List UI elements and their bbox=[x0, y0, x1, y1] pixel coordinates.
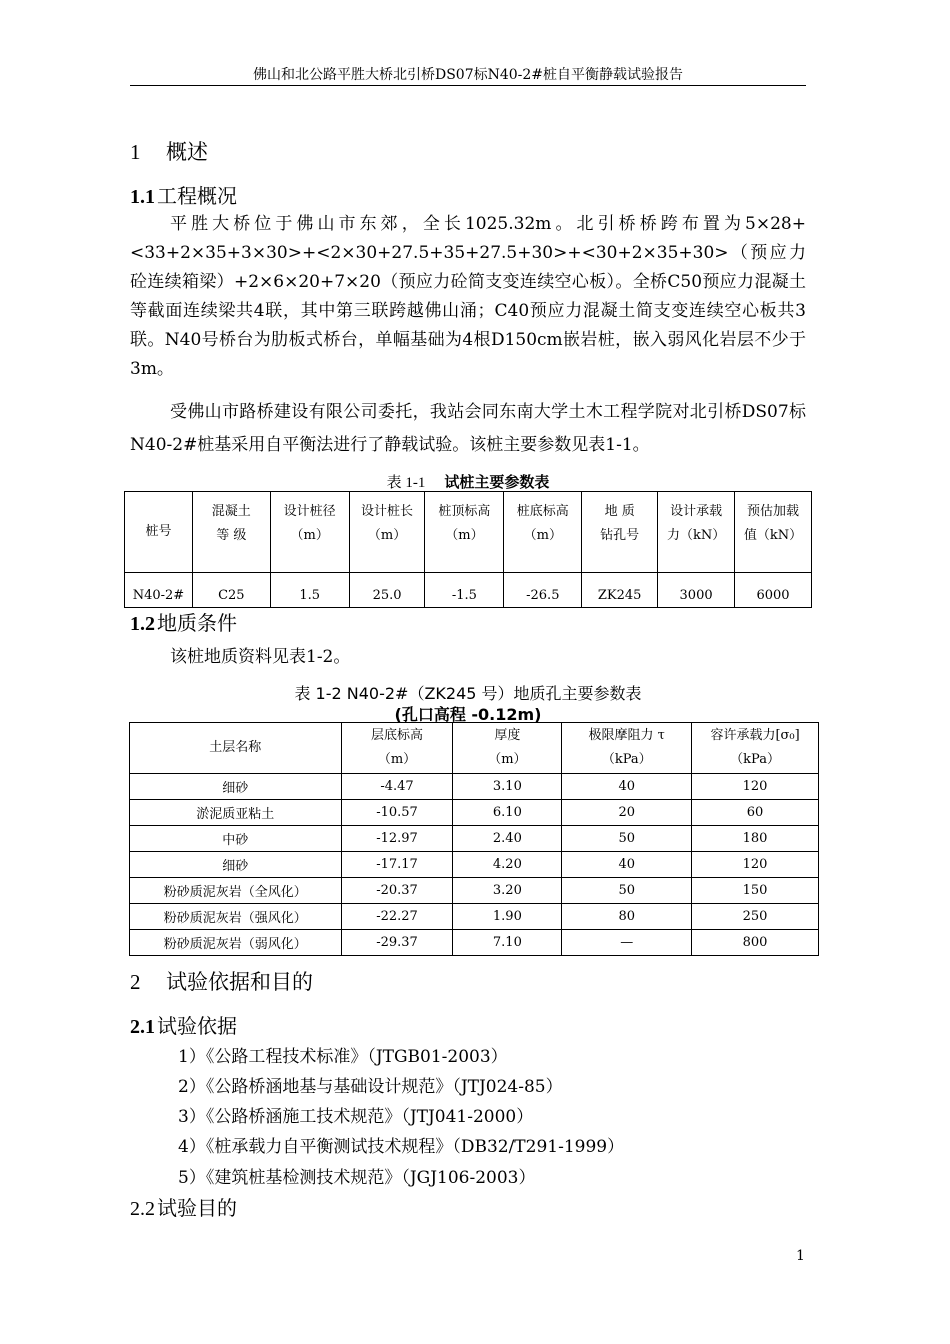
table-row bbox=[130, 878, 819, 904]
table-1-1-caption bbox=[130, 471, 806, 492]
table-cell: 20 bbox=[562, 800, 692, 826]
section-2-1-title: 试验依据 bbox=[157, 1014, 237, 1038]
header-rule bbox=[130, 85, 806, 86]
cell-borehole: ZK245 bbox=[582, 573, 658, 608]
reference-item: 1）《公路工程技术标准》（JTGB01-2003） bbox=[178, 1047, 508, 1067]
table-cell: 粉砂质泥灰岩（弱风化） bbox=[130, 930, 342, 956]
cell-design-capacity: 3000 bbox=[658, 573, 735, 608]
header-text: 钻孔号 bbox=[600, 528, 640, 543]
table-1-1-number: 表 1-1 bbox=[386, 475, 426, 491]
header-text: 预估加载 bbox=[747, 504, 800, 519]
section-1-number: 1 bbox=[130, 140, 141, 164]
reference-item: 5）《建筑桩基检测技术规范》（JGJ106-2003） bbox=[178, 1168, 536, 1188]
table-cell: 2.40 bbox=[453, 826, 562, 852]
table-cell: 50 bbox=[562, 878, 692, 904]
table-row bbox=[130, 852, 819, 878]
table-cell: 细砂 bbox=[130, 774, 342, 800]
header-cell bbox=[562, 723, 692, 774]
header-text: 设计桩径 bbox=[283, 504, 336, 519]
header-text: 混凝土 bbox=[211, 504, 251, 519]
header-text: （m） bbox=[523, 528, 562, 543]
table-2-header-row bbox=[130, 723, 819, 774]
section-2-title: 试验依据和目的 bbox=[166, 970, 313, 994]
section-1-2-number: 1.2 bbox=[130, 613, 155, 635]
header-text: 厚度 bbox=[494, 728, 521, 743]
header-cell bbox=[192, 492, 270, 573]
table-cell: 60 bbox=[692, 800, 819, 826]
cell-concrete-grade: C25 bbox=[192, 573, 270, 608]
section-1-1-number: 1.1 bbox=[130, 186, 155, 208]
header-text: （m） bbox=[377, 752, 417, 767]
header-cell bbox=[735, 492, 812, 573]
header-text: 桩顶标高 bbox=[438, 504, 491, 519]
table-cell: 粉砂质泥灰岩（强风化） bbox=[130, 904, 342, 930]
section-2-1-heading bbox=[130, 1010, 237, 1039]
header-cell bbox=[504, 492, 582, 573]
table-cell: -29.37 bbox=[341, 930, 453, 956]
header-cell bbox=[270, 492, 349, 573]
table-cell: -10.57 bbox=[341, 800, 453, 826]
reference-item: 2）《公路桥涵地基与基础设计规范》（JTJ024-85） bbox=[178, 1077, 563, 1097]
table-cell: 中砂 bbox=[130, 826, 342, 852]
table-cell: -12.97 bbox=[341, 826, 453, 852]
section-1-2-heading bbox=[130, 607, 237, 636]
table-2-body bbox=[130, 774, 819, 956]
table-cell: 4.20 bbox=[453, 852, 562, 878]
header-text: 地 质 bbox=[604, 504, 635, 519]
section-1-heading bbox=[130, 136, 208, 166]
table-cell: 50 bbox=[562, 826, 692, 852]
table-cell: 1.90 bbox=[453, 904, 562, 930]
header-text: （kPa） bbox=[601, 752, 652, 767]
table-1-2-caption-line1: 表 1-2 N40-2#（ZK245 号）地质孔主要参数表 bbox=[294, 684, 642, 703]
table-row bbox=[130, 774, 819, 800]
page-number: 1 bbox=[796, 1248, 805, 1264]
paragraph-geology-ref: 该桩地质资料见表1-2。 bbox=[170, 647, 351, 667]
table-cell: 180 bbox=[692, 826, 819, 852]
section-1-2-title: 地质条件 bbox=[157, 611, 237, 635]
header-text: （m） bbox=[367, 528, 407, 543]
header-cell bbox=[658, 492, 735, 573]
header-text: 桩号 bbox=[145, 524, 172, 539]
section-1-title: 概述 bbox=[166, 140, 208, 164]
table-cell: -22.27 bbox=[341, 904, 453, 930]
table-cell: 80 bbox=[562, 904, 692, 930]
header-cell bbox=[692, 723, 819, 774]
reference-item: 4）《桩承载力自平衡测试技术规程》（DB32/T291-1999） bbox=[178, 1137, 625, 1157]
section-2-heading bbox=[130, 966, 313, 996]
header-text: 层底标高 bbox=[371, 728, 424, 743]
table-cell: 细砂 bbox=[130, 852, 342, 878]
cell-bottom-elevation: -26.5 bbox=[504, 573, 582, 608]
header-cell bbox=[582, 492, 658, 573]
table-row bbox=[130, 800, 819, 826]
table-geology-parameters bbox=[129, 722, 819, 956]
table-cell: 150 bbox=[692, 878, 819, 904]
table-cell: 40 bbox=[562, 852, 692, 878]
header-text: 极限摩阻力 τ bbox=[588, 728, 665, 743]
header-text: 土层名称 bbox=[209, 740, 262, 755]
table-cell: 40 bbox=[562, 774, 692, 800]
section-2-2-title: 试验目的 bbox=[157, 1196, 237, 1220]
paragraph-project-overview: 平胜大桥位于佛山市东郊，全长1025.32m。北引桥桥跨布置为5×28+<33+2×35+3×30>+<2×30+27.5+35+27.5+30>+<30+2×35+30>（预应力砼连续箱梁）+2×6×20+7×20（预应力砼简支变连续空心板）。全桥C50预应力混凝土等截面连续梁共4联，其中第三联跨越佛山涌；C40预应力混凝土简支变连续空心板共3联。N40号桥台为肋板式桥台，单幅基础为4根D150cm嵌岩桩，嵌入弱风化岩层不少于3m。 bbox=[130, 214, 806, 379]
header-cell bbox=[453, 723, 562, 774]
table-cell: -20.37 bbox=[341, 878, 453, 904]
reference-item: 3）《公路桥涵施工技术规范》（JTJ041-2000） bbox=[178, 1107, 534, 1127]
header-text: （m） bbox=[488, 752, 527, 767]
header-cell bbox=[425, 492, 504, 573]
table-cell: -4.47 bbox=[341, 774, 453, 800]
table-cell: 800 bbox=[692, 930, 819, 956]
header-cell bbox=[349, 492, 425, 573]
header-text: 桩底标高 bbox=[516, 504, 569, 519]
header-cell bbox=[341, 723, 453, 774]
section-2-2-heading bbox=[130, 1192, 237, 1221]
table-cell: 120 bbox=[692, 774, 819, 800]
header-text: （m） bbox=[290, 528, 329, 543]
header-text: 设计承载 bbox=[670, 504, 723, 519]
table-row bbox=[130, 904, 819, 930]
table-1-2-caption-line2: (孔口高程 -0.12m) bbox=[394, 705, 542, 724]
cell-length: 25.0 bbox=[349, 573, 425, 608]
section-2-number: 2 bbox=[130, 970, 141, 994]
table-cell: 250 bbox=[692, 904, 819, 930]
table-cell: — bbox=[562, 930, 692, 956]
table-cell: -17.17 bbox=[341, 852, 453, 878]
header-text: （kPa） bbox=[730, 752, 780, 767]
table-pile-parameters bbox=[124, 491, 812, 608]
paragraph-commission: 受佛山市路桥建设有限公司委托，我站会同东南大学土木工程学院对北引桥DS07标N40-2#桩基采用自平衡法进行了静载试验。该桩主要参数见表1-1。 bbox=[130, 402, 806, 455]
header-cell bbox=[125, 492, 193, 573]
cell-estimated-load: 6000 bbox=[735, 573, 812, 608]
table-row bbox=[130, 930, 819, 956]
header-cell bbox=[130, 723, 342, 774]
table-1-1-title: 试桩主要参数表 bbox=[444, 473, 550, 491]
table-cell: 3.10 bbox=[453, 774, 562, 800]
section-2-1-number: 2.1 bbox=[130, 1016, 155, 1038]
header-text: 等 级 bbox=[216, 528, 247, 543]
header-text: 力（kN） bbox=[666, 528, 726, 543]
header-text: （m） bbox=[445, 528, 484, 543]
cell-diameter: 1.5 bbox=[270, 573, 349, 608]
table-cell: 120 bbox=[692, 852, 819, 878]
table-cell: 7.10 bbox=[453, 930, 562, 956]
header-text: 设计桩长 bbox=[361, 504, 414, 519]
running-header: 佛山和北公路平胜大桥北引桥DS07标N40-2#桩自平衡静载试验报告 bbox=[252, 67, 684, 83]
cell-pile-id: N40-2# bbox=[125, 573, 193, 608]
cell-top-elevation: -1.5 bbox=[425, 573, 504, 608]
header-text: 容许承载力[σ₀] bbox=[710, 728, 800, 743]
table-cell: 3.20 bbox=[453, 878, 562, 904]
section-1-1-title: 工程概况 bbox=[157, 184, 237, 208]
table-cell: 淤泥质亚粘土 bbox=[130, 800, 342, 826]
section-2-2-number: 2.2 bbox=[130, 1198, 155, 1220]
header-text: 值（kN） bbox=[743, 528, 803, 543]
table-row bbox=[130, 826, 819, 852]
table-row bbox=[125, 573, 812, 608]
table-cell: 粉砂质泥灰岩（全风化） bbox=[130, 878, 342, 904]
table-cell: 6.10 bbox=[453, 800, 562, 826]
section-1-1-heading bbox=[130, 180, 237, 209]
table-1-header-row bbox=[125, 492, 812, 573]
